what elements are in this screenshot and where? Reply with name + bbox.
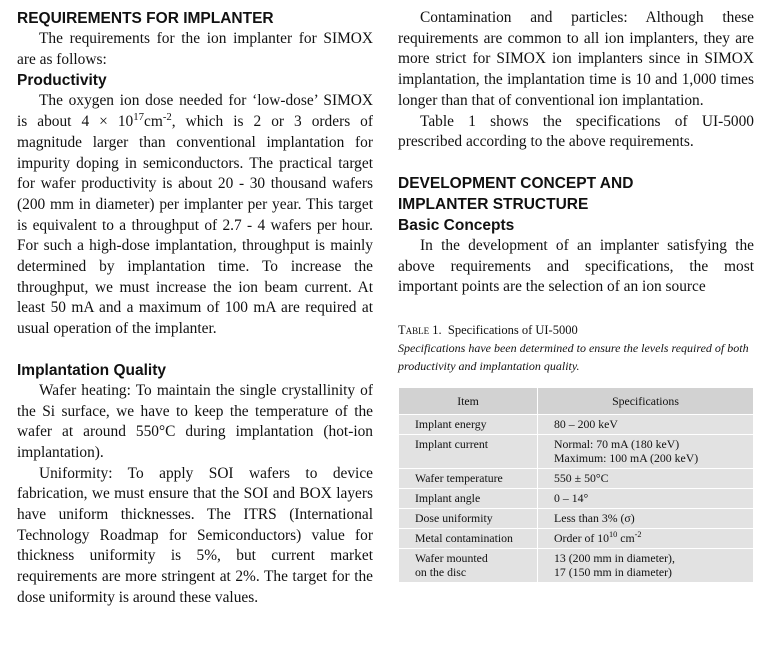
table-row: [399, 415, 754, 435]
table-cell-spec: 550 ± 50°C: [538, 469, 754, 489]
wafer-heating-paragraph: Wafer heating: To maintain the single crystallinity of the Si surface, we have to keep the temperature of the wafer at around 550°C during implantation (hot-ion implantation).: [17, 381, 373, 461]
intro-paragraph: The requirements for the ion implanter for SIMOX are as follows:: [17, 30, 373, 68]
table-caption-description: Specifications have been determined to ensure the levels required of both productivity and implantation quality.: [398, 341, 749, 374]
table-row: [399, 435, 754, 469]
subheading-implantation-quality: Implantation Quality: [17, 361, 166, 379]
table-row: [399, 509, 754, 529]
table-reference-paragraph: Table 1 shows the specifications of UI-5000 prescribed according to the above requirements.: [398, 112, 754, 151]
table-cell-item: Implant angle: [399, 489, 538, 509]
table-header-row: [399, 388, 754, 415]
subheading-basic-concepts: Basic Concepts: [398, 216, 515, 234]
table-cell-item: Wafer temperature: [399, 469, 538, 489]
table-cell-item: Implant current: [399, 435, 538, 469]
table-cell-spec: Normal: 70 mA (180 keV) Maximum: 100 mA (200 keV): [538, 435, 754, 469]
table-header-specifications: Specifications: [538, 388, 754, 415]
table-cell-spec: 13 (200 mm in diameter), 17 (150 mm in diameter): [538, 549, 754, 583]
uniformity-paragraph: Uniformity: To apply SOI wafers to device fabrication, we must ensure that the SOI and BOX layers have uniform thicknesses. The ITRS (International Technology Roadmap for Semiconductors) value for thickness uniformity is 5%, but current market requirements are more stringent at 2%. The target for the dose uniformity is around these values.: [17, 464, 373, 606]
contamination-paragraph: Contamination and particles: Although these requirements are common to all ion implanters, they are more strict for SIMOX ion implanters since in SIMOX implantation, the implantation time is 10 and 1,000 times longer than that of conventional ion implantation.: [398, 9, 754, 109]
table-cell-spec: Order of $10^{10}$ $cm^{-2}$: [538, 529, 754, 549]
table-cell-spec: 80 – 200 keV: [538, 415, 754, 435]
subheading-productivity: Productivity: [17, 72, 107, 90]
table-cell-item: Wafer mounted on the disc: [399, 549, 538, 583]
table-cell-spec: 0 – 14°: [538, 489, 754, 509]
right-column: [398, 8, 754, 583]
table-row: [399, 549, 754, 583]
table-row: [399, 529, 754, 549]
table-caption-title: Table 1. Specifications of UI-5000: [398, 323, 578, 338]
section-heading-requirements: REQUIREMENTS FOR IMPLANTER: [17, 10, 274, 27]
table-cell-item: Implant energy: [399, 415, 538, 435]
productivity-paragraph: The oxygen ion dose needed for ‘low-dose’ SIMOX is about $4 \times 10^{17}cm^{-2}$, which is 2 or 3 orders of magnitude larger than conventional implantation for impurity doping in semiconductors. The practical target for wafer productivity is about 20 - 30 thousand wafers (200 mm in diameter) per implanter per year. This target is equivalent to a throughput of 2.7 - 4 wafers per hour. For such a high-dose implantation, throughput is mainly determined by implantation time. To increase the throughput, we must increase the ion beam current. At least 50 mA and a maximum of 100 mA are required at usual operation of the implanter.: [17, 92, 373, 338]
basic-concepts-paragraph: In the development of an implanter satisfying the above requirements and specifications, the most important points are the selection of an ion source: [398, 236, 754, 296]
section-heading-development: DEVELOPMENT CONCEPT AND IMPLANTER STRUCTURE: [398, 174, 634, 213]
table-cell-item: Dose uniformity: [399, 509, 538, 529]
table-row: [399, 469, 754, 489]
left-column: [17, 8, 373, 609]
table-cell-item: Metal contamination: [399, 529, 538, 549]
specifications-table: [398, 387, 754, 583]
table-header-item: Item: [399, 388, 538, 415]
table-cell-spec: Less than 3% (σ): [538, 509, 754, 529]
table-row: [399, 489, 754, 509]
